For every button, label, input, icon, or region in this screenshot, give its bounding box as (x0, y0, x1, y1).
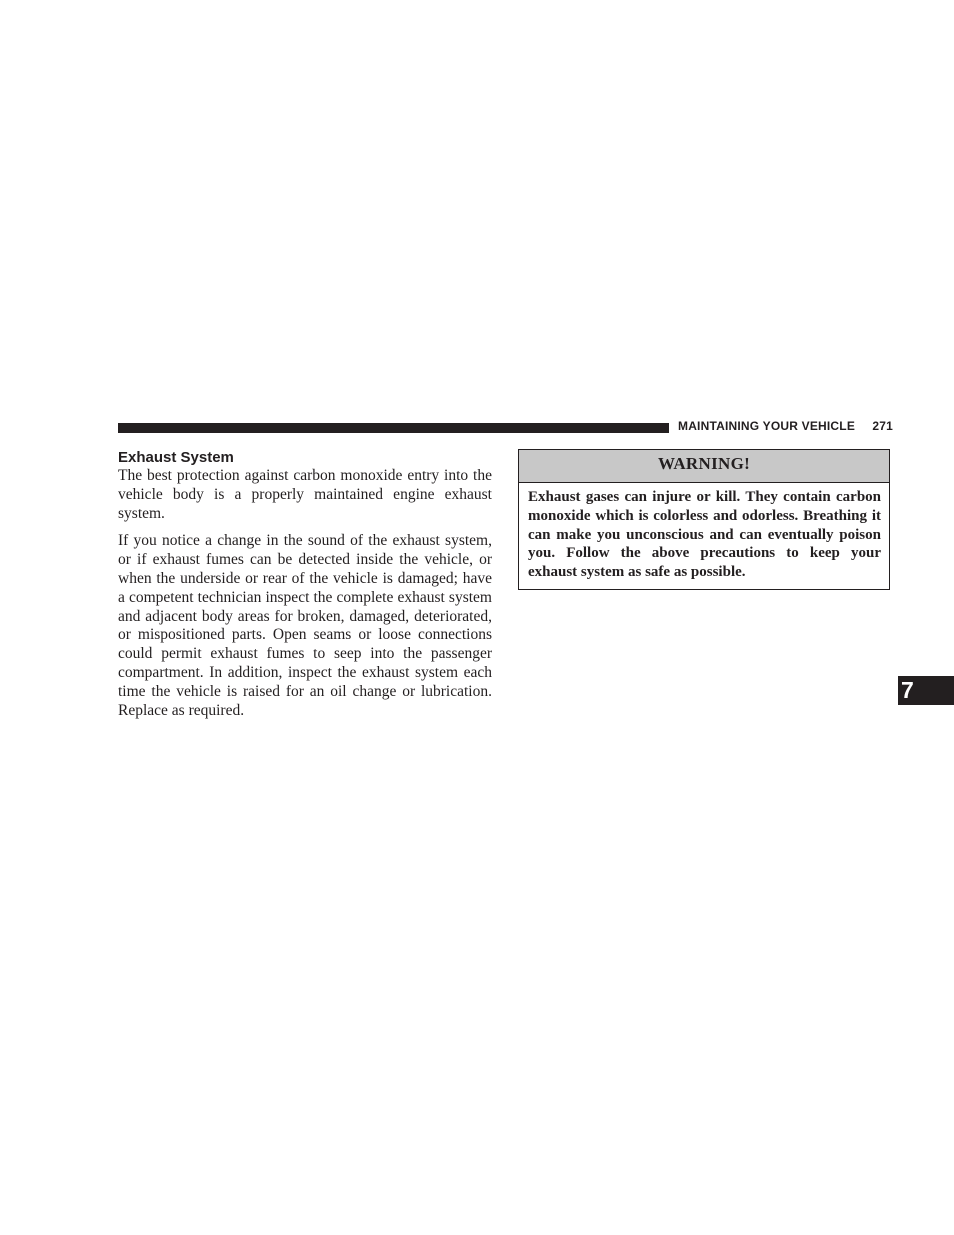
page-number: 271 (872, 419, 893, 433)
paragraph-1: The best protection against carbon monoxide entry into the vehicle body is a properly maintained engine exhaust system. (118, 467, 492, 522)
left-column (118, 448, 492, 720)
warning-title: WARNING! (519, 450, 889, 483)
chapter-tab: 7 (898, 676, 954, 705)
header-rule (118, 423, 669, 433)
running-header (678, 419, 893, 433)
paragraph-2: If you notice a change in the sound of the exhaust system, or if exhaust fumes can be detected inside the vehicle, or when the underside or rear of the vehicle is damaged; have a competent technician inspect the complete exhaust system and adjacent body areas for broken, damaged, deteriorated, or mispositioned parts. Open seams or loose connections could permit exhaust fumes to seep into the passenger compartment. In addition, inspect the exhaust system each time the vehicle is raised for an oil change or lubrication. Replace as required. (118, 532, 492, 719)
running-header-title: MAINTAINING YOUR VEHICLE (678, 419, 856, 433)
section-heading: Exhaust System (118, 449, 234, 466)
warning-box (518, 449, 890, 590)
warning-body: Exhaust gases can injure or kill. They contain carbon monoxide which is colorless and odorless. Breathing it can make you unconscious and can eventually poison you. Follow the above precautions to keep your exhaust system as safe as possible. (528, 489, 881, 581)
